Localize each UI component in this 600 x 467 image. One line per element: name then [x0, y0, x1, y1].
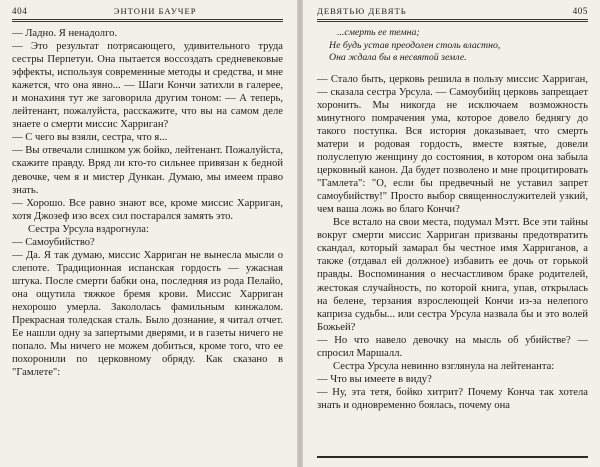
paragraph: — Ну, эта тетя, бойко хитрит? Почему Конча так хотела знать и одновременно боялась, почему она [317, 386, 588, 411]
left-page-header [12, 6, 283, 20]
paragraph: — Стало быть, церковь решила в пользу миссис Харриган, — сказала сестра Урсула. — Самоубийц церковь запрещает хоронить. Мы никогда не исключаем возможность минутного помрачения ума, которое довело беднягу до такого поступка. Вся история доказывает, что смерть матери и родовая гордость, вместе взятые, довели полуслепую женщину до состояния, в котором она забыла церковный канон. Да будет позволено и мне процитировать "Гамлета": "О, если бы предвечный не уставил запрет самоубийству!" Просто выбор священнослужителей узкий, чем ваша ложь во благо Кончи? [317, 73, 588, 216]
running-head-title: ДЕВЯТЬЮ ДЕВЯТЬ [317, 6, 407, 16]
right-page [303, 0, 600, 467]
poem-line: Она ждала бы в несвятой земле. [329, 52, 467, 64]
paragraph: Все встало на свои места, подумал Мэтт. Все эти тайны вокруг смерти миссис Харриган призваны предотвратить скандал, который замарал бы честное имя Харриганов, а также (отдавал ей должное) избавить ее дочь от горькой правды. Воспоминания о несчастливом браке родителей, жестокая случайность, по которой книга, упав, открылась на белене, терзания взрослеющей Кончи из-за нелепого каприза судьбы... или сестра Урсула назвала бы и это волей Божьей? [317, 217, 588, 333]
poem-line: ...смерть ее темна; [337, 27, 420, 38]
paragraph: — Вы отвечали слишком уж бойко, лейтенант. Пожалуйста, скажите правду. Вряд ли кто-то сильнее привязан к бедной девочке, чем я и мистер Дункан. Думаю, мы имеем право знать. [12, 145, 283, 196]
page-number: 405 [572, 6, 588, 16]
paragraph: — Что вы имеете в виду? [317, 373, 432, 385]
paragraph: — Это результат потрясающего, удивительного труда сестры Перпетуи. Она пытается воссоздать средневековые эффекты, используя современные методы и средства, и мне кажется, что она явно... — Шаги Кончи затихли в галерее, и монахиня тут же заговорила другим тоном: — А теперь, лейтенант, пожалуйста, расскажите, что вы на самом деле знаете о смерти миссис Харриган? [12, 41, 283, 131]
right-page-text [317, 73, 588, 412]
page-number: 404 [12, 6, 28, 16]
paragraph: — Самоубийство? [12, 236, 95, 248]
paragraph: Сестра Урсула вздрогнула: [28, 223, 149, 235]
poem-line: Не будь устав преодолен столь властно, [329, 39, 501, 51]
footer-rule [317, 456, 588, 458]
header-rule [12, 21, 283, 22]
poem-quote [317, 27, 588, 65]
paragraph: Сестра Урсула невинно взглянула на лейтенанта: [333, 360, 555, 372]
paragraph: — Но что навело девочку на мысль об убийстве? — спросил Маршалл. [317, 334, 588, 359]
left-page-text [12, 27, 283, 379]
running-head-author: ЭНТОНИ БАУЧЕР [113, 6, 197, 16]
paragraph: — С чего вы взяли, сестра, что я... [12, 132, 168, 144]
paragraph: — Да. Я так думаю, миссис Харриган не вынесла мысли о слепоте. Традиционная испанская гордость — ужасная штука. После смерти бабки она, последняя из рода Пелайо, она ощутила тяжкое бремя крови. Миссис Харриган нехорошо умерла. Закололась фамильным кинжалом. Прекрасная толедская сталь. Было дознание, я читал отчет. Ее нашли одну за запертыми дверями, и в газеты ничего не попало. Мы ничего не можем добиться, кроме того, что ее похоронили по церковному обряду. Как сказано в "Гамлете": [12, 249, 283, 379]
header-rule [317, 21, 588, 22]
left-page [0, 0, 297, 467]
paragraph: — Ладно. Я ненадолго. [12, 28, 118, 39]
right-page-header [317, 6, 588, 20]
paragraph: — Хорошо. Все равно знают все, кроме миссис Харриган, хотя Джозеф изо всех сил постарался замять это. [12, 197, 283, 222]
